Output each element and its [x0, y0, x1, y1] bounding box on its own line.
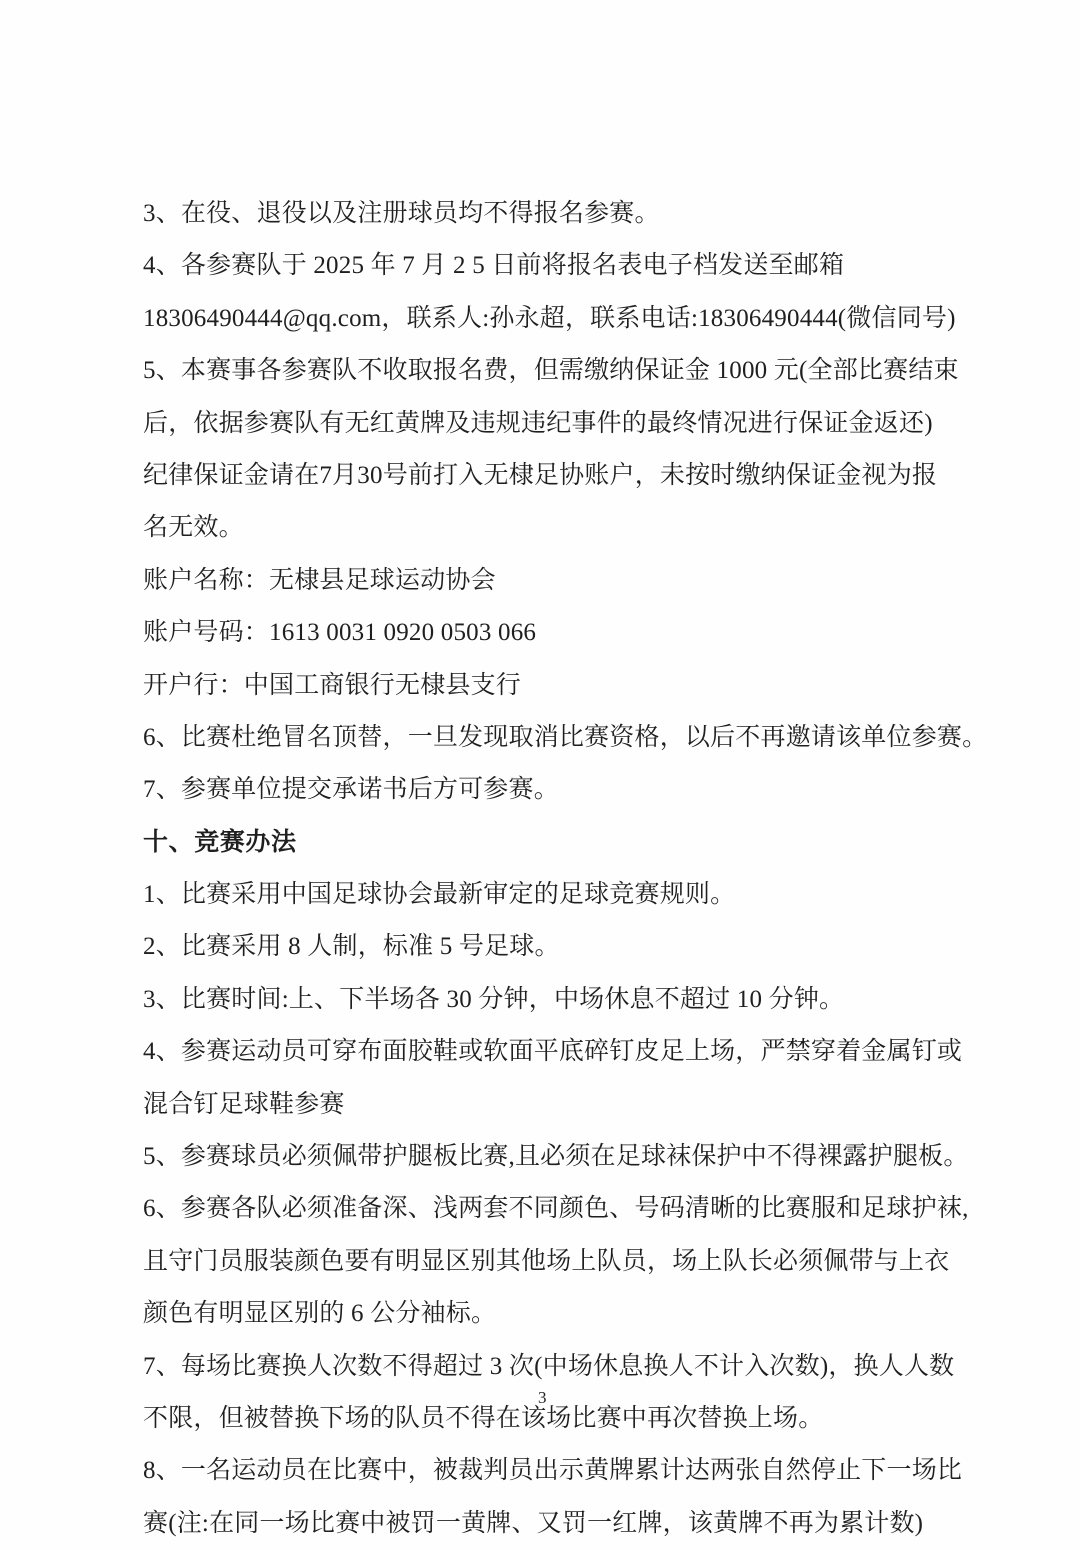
doc-line: 纪律保证金请在7月30号前打入无棣足协账户，未按时缴纳保证金视为报: [143, 461, 938, 489]
doc-line: 不限，但被替换下场的队员不得在该场比赛中再次替换上场。: [143, 1404, 824, 1432]
doc-line: 8、一名运动员在比赛中，被裁判员出示黄牌累计达两张自然停止下一场比: [143, 1457, 963, 1485]
doc-line: 4、各参赛队于 2025 年 7 月 2 5 日前将报名表电子档发送至邮箱: [143, 252, 845, 280]
doc-line: 3、比赛时间:上、下半场各 30 分钟，中场休息不超过 10 分钟。: [143, 985, 845, 1013]
doc-line: 7、参赛单位提交承诺书后方可参赛。: [143, 776, 559, 804]
doc-line-email-contact: 18306490444@qq.com，联系人:孙永超，联系电话:18306490444(微信同号): [143, 304, 956, 332]
doc-line: 2、比赛采用 8 人制，标准 5 号足球。: [143, 933, 560, 961]
document-page: [143, 188, 988, 1550]
doc-line: 5、本赛事各参赛队不收取报名费，但需缴纳保证金 1000 元(全部比赛结束: [143, 357, 959, 385]
doc-line: 且守门员服装颜色要有明显区别其他场上队员，场上队长必须佩带与上衣: [143, 1247, 950, 1275]
section-heading: 十、竞赛办法: [143, 828, 297, 856]
doc-line-account-number: 账户号码：1613 0031 0920 0503 066: [143, 619, 537, 647]
doc-line: 后，依据参赛队有无红黄牌及违规违纪事件的最终情况进行保证金返还): [143, 409, 933, 437]
page-number: 3: [538, 1388, 547, 1407]
doc-line: 7、每场比赛换人次数不得超过 3 次(中场休息换人不计入次数)，换人人数: [143, 1352, 955, 1380]
doc-line: 名无效。: [143, 514, 244, 542]
doc-line: 混合钉足球鞋参赛: [143, 1090, 345, 1118]
doc-line: 颜色有明显区别的 6 公分袖标。: [143, 1300, 497, 1328]
doc-line: 6、参赛各队必须准备深、浅两套不同颜色、号码清晰的比赛服和足球护袜,: [143, 1195, 969, 1223]
doc-line: 5、参赛球员必须佩带护腿板比赛,且必须在足球袜保护中不得裸露护腿板。: [143, 1143, 969, 1171]
doc-line: 6、比赛杜绝冒名顶替，一旦发现取消比赛资格，以后不再邀请该单位参赛。: [143, 723, 988, 751]
doc-line: 4、参赛运动员可穿布面胶鞋或软面平底碎钉皮足上场，严禁穿着金属钉或: [143, 1038, 963, 1066]
doc-line: 3、在役、退役以及注册球员均不得报名参赛。: [143, 200, 660, 227]
doc-line: 赛(注:在同一场比赛中被罚一黄牌、又罚一红牌，该黄牌不再为累计数): [143, 1509, 924, 1537]
doc-line: 1、比赛采用中国足球协会最新审定的足球竞赛规则。: [143, 881, 736, 909]
doc-line-account-name: 账户名称：无棣县足球运动协会: [143, 566, 496, 594]
doc-line-bank-branch: 开户行：中国工商银行无棣县支行: [143, 671, 522, 699]
